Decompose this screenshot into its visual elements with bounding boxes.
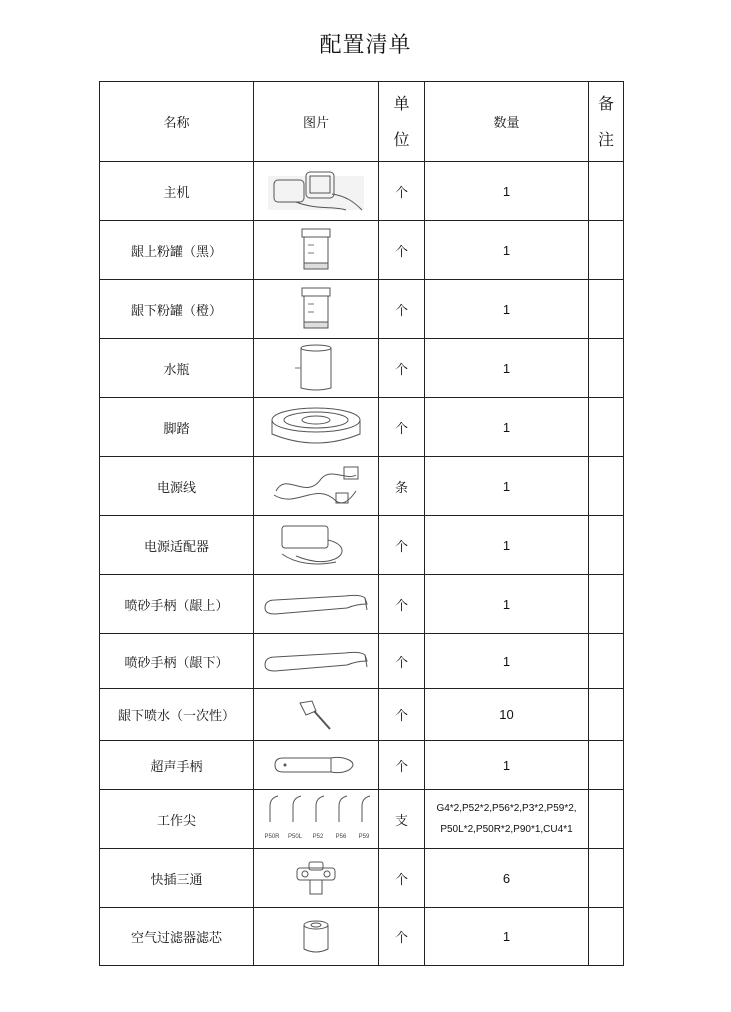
item-name: 电源线 (100, 457, 254, 516)
table-row (100, 280, 624, 339)
item-quantity: 1 (425, 280, 589, 339)
item-quantity: 1 (425, 741, 589, 790)
header-note-char-2: 注 (598, 129, 615, 149)
item-unit: 个 (379, 849, 425, 908)
item-unit: 个 (379, 634, 425, 689)
item-quantity: 1 (425, 162, 589, 221)
item-note (589, 162, 624, 221)
item-name: 快插三通 (100, 849, 254, 908)
header-note-char-1: 备 (598, 93, 615, 113)
item-note (589, 398, 624, 457)
item-note (589, 457, 624, 516)
item-name: 龈下粉罐（橙） (100, 280, 254, 339)
item-unit: 条 (379, 457, 425, 516)
item-note (589, 849, 624, 908)
item-name: 喷砂手柄（龈上） (100, 575, 254, 634)
sandblast-handpiece-icon (254, 575, 379, 634)
table-row (100, 908, 624, 966)
item-name: 主机 (100, 162, 254, 221)
item-quantity: 1 (425, 908, 589, 966)
item-unit: 个 (379, 398, 425, 457)
powder-jar-icon (254, 280, 379, 339)
item-quantity: 1 (425, 575, 589, 634)
table-row (100, 575, 624, 634)
header-unit-char-1: 单 (393, 93, 410, 113)
table-row (100, 516, 624, 575)
table-row (100, 634, 624, 689)
item-note (589, 221, 624, 280)
table-row (100, 398, 624, 457)
item-unit: 个 (379, 908, 425, 966)
water-bottle-icon (254, 339, 379, 398)
item-unit: 个 (379, 221, 425, 280)
item-unit: 个 (379, 339, 425, 398)
item-unit: 个 (379, 741, 425, 790)
item-note (589, 516, 624, 575)
header-unit (379, 82, 425, 162)
item-quantity: 1 (425, 398, 589, 457)
table-row (100, 741, 624, 790)
item-quantity: 6 (425, 849, 589, 908)
item-note (589, 339, 624, 398)
item-name: 超声手柄 (100, 741, 254, 790)
table-row (100, 457, 624, 516)
table-row (100, 790, 624, 849)
item-note (589, 908, 624, 966)
item-unit: 个 (379, 516, 425, 575)
power-adapter-icon (254, 516, 379, 575)
svg-text:P52: P52 (312, 834, 324, 840)
item-quantity: 1 (425, 221, 589, 280)
item-note (589, 634, 624, 689)
item-quantity: 1 (425, 516, 589, 575)
table-row (100, 849, 624, 908)
table-row (100, 221, 624, 280)
item-name: 空气过滤器滤芯 (100, 908, 254, 966)
powder-jar-icon (254, 221, 379, 280)
power-cord-icon (254, 457, 379, 516)
disposable-nozzle-icon (254, 689, 379, 741)
page-title: 配置清单 (319, 33, 412, 58)
item-unit: 个 (379, 162, 425, 221)
foot-pedal-icon (254, 398, 379, 457)
item-unit: 支 (379, 790, 425, 849)
item-unit: 个 (379, 280, 425, 339)
item-note (589, 689, 624, 741)
item-note (589, 575, 624, 634)
table-row (100, 689, 624, 741)
item-name: 水瓶 (100, 339, 254, 398)
item-quantity: 1 (425, 457, 589, 516)
item-quantity: 10 (425, 689, 589, 741)
item-quantity: 1 (425, 634, 589, 689)
svg-text:P50R: P50R (264, 834, 280, 840)
item-name: 喷砂手柄（龈下） (100, 634, 254, 689)
header-quantity: 数量 (425, 82, 589, 162)
item-name: 工作尖 (100, 790, 254, 849)
quick-tee-connector-icon (254, 849, 379, 908)
item-name: 龈下喷水（一次性） (100, 689, 254, 741)
svg-text:P56: P56 (335, 834, 347, 840)
header-image: 图片 (254, 82, 379, 162)
air-filter-element-icon (254, 908, 379, 966)
header-name: 名称 (100, 82, 254, 162)
svg-text:P50L: P50L (287, 834, 303, 840)
item-note (589, 790, 624, 849)
item-name: 龈上粉罐（黑） (100, 221, 254, 280)
configuration-table (99, 81, 624, 966)
item-unit: 个 (379, 689, 425, 741)
item-note (589, 741, 624, 790)
table-row (100, 339, 624, 398)
header-note (589, 82, 624, 162)
svg-text:P59: P59 (358, 834, 370, 840)
item-quantity: G4*2,P52*2,P56*2,P3*2,P59*2, P50L*2,P50R*2,P90*1,CU4*1 (425, 790, 589, 849)
item-name: 脚踏 (100, 398, 254, 457)
scaler-tips-icon (254, 790, 379, 849)
main-unit-icon (254, 162, 379, 221)
table-header-row (100, 82, 624, 162)
table-row (100, 162, 624, 221)
header-unit-char-2: 位 (393, 129, 410, 149)
item-name: 电源适配器 (100, 516, 254, 575)
sandblast-handpiece-icon (254, 634, 379, 689)
ultrasonic-handpiece-icon (254, 741, 379, 790)
item-quantity: 1 (425, 339, 589, 398)
item-note (589, 280, 624, 339)
item-unit: 个 (379, 575, 425, 634)
